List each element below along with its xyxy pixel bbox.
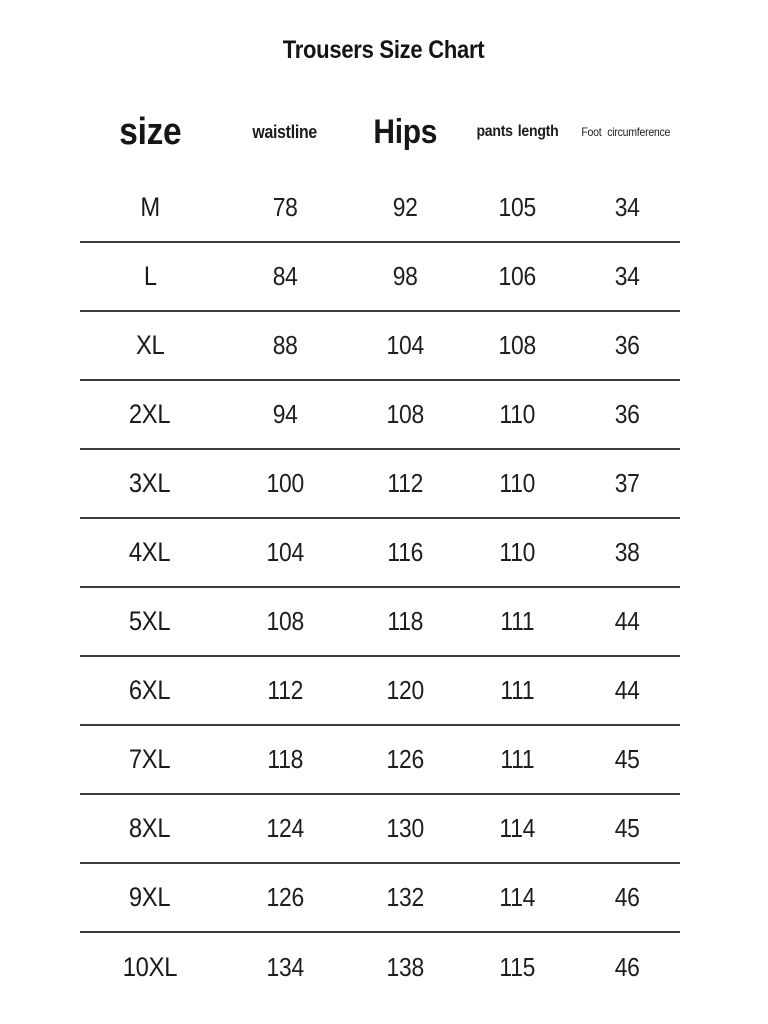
cell-pants-length	[460, 173, 575, 242]
cell-size	[80, 380, 220, 449]
cell-value: 8XL	[129, 813, 171, 843]
cell-waistline	[220, 380, 350, 449]
cell-value: 78	[272, 191, 298, 222]
cell-pants-length	[460, 380, 575, 449]
cell-size	[80, 725, 220, 794]
cell-value: 110	[499, 537, 536, 567]
cell-foot-circumference	[575, 932, 680, 1001]
cell-hips	[350, 518, 460, 587]
column-header-pants-length-line2: length	[517, 122, 559, 140]
cell-value: 84	[272, 261, 298, 291]
cell-hips	[350, 932, 460, 1001]
cell-value: M	[140, 191, 160, 222]
cell-waistline	[220, 932, 350, 1001]
column-header-waistline	[220, 91, 350, 173]
cell-value: 44	[615, 675, 640, 705]
cell-value: 104	[386, 330, 424, 360]
column-header-pants-length	[460, 91, 575, 173]
table-row	[80, 173, 680, 242]
cell-value: 46	[615, 882, 640, 912]
cell-hips	[350, 449, 460, 518]
column-header-foot-circumference	[575, 91, 680, 173]
cell-size	[80, 173, 220, 242]
page-title	[0, 0, 768, 65]
cell-hips	[350, 794, 460, 863]
cell-foot-circumference	[575, 173, 680, 242]
table-row	[80, 863, 680, 932]
cell-foot-circumference	[575, 587, 680, 656]
cell-value: 112	[267, 675, 303, 705]
cell-value: 114	[499, 882, 536, 912]
column-header-pants-length-line1: pants	[476, 122, 513, 140]
cell-value: 126	[266, 882, 304, 912]
cell-value: 138	[386, 951, 424, 982]
cell-value: 120	[386, 675, 424, 705]
table-row	[80, 656, 680, 725]
page-title-text: Trousers Size Chart	[283, 36, 485, 64]
cell-value: 88	[272, 330, 298, 360]
cell-size	[80, 449, 220, 518]
column-header-hips	[350, 91, 460, 173]
cell-size	[80, 242, 220, 311]
cell-size	[80, 311, 220, 380]
cell-foot-circumference	[575, 311, 680, 380]
cell-value: 44	[615, 606, 640, 636]
column-header-hips-label: Hips	[373, 112, 437, 151]
cell-pants-length	[460, 794, 575, 863]
cell-foot-circumference	[575, 863, 680, 932]
cell-pants-length	[460, 311, 575, 380]
cell-value: 94	[272, 399, 298, 429]
cell-foot-circumference	[575, 449, 680, 518]
cell-foot-circumference	[575, 656, 680, 725]
cell-foot-circumference	[575, 380, 680, 449]
cell-pants-length	[460, 932, 575, 1001]
table-row	[80, 587, 680, 656]
cell-value: 7XL	[129, 744, 171, 774]
cell-value: 38	[615, 537, 640, 567]
cell-size	[80, 518, 220, 587]
cell-value: 108	[386, 399, 424, 429]
cell-value: 134	[266, 951, 304, 982]
size-chart-table	[80, 91, 680, 1001]
cell-value: 116	[387, 537, 423, 567]
cell-waistline	[220, 587, 350, 656]
cell-size	[80, 932, 220, 1001]
cell-pants-length	[460, 725, 575, 794]
cell-value: 111	[500, 606, 535, 636]
cell-pants-length	[460, 449, 575, 518]
cell-value: 108	[498, 330, 537, 360]
cell-value: 9XL	[129, 882, 171, 912]
cell-value: 45	[615, 813, 640, 843]
cell-hips	[350, 725, 460, 794]
cell-foot-circumference	[575, 725, 680, 794]
column-header-waistline-label: waistline	[252, 121, 318, 142]
table-row	[80, 725, 680, 794]
cell-waistline	[220, 242, 350, 311]
cell-value: L	[143, 261, 157, 291]
cell-value: 118	[267, 744, 303, 774]
cell-waistline	[220, 725, 350, 794]
table-row	[80, 242, 680, 311]
cell-value: XL	[135, 330, 165, 360]
cell-value: 2XL	[129, 399, 171, 429]
cell-value: 3XL	[129, 468, 171, 498]
cell-hips	[350, 311, 460, 380]
cell-hips	[350, 173, 460, 242]
table-row	[80, 932, 680, 1001]
cell-size	[80, 656, 220, 725]
cell-value: 36	[615, 330, 640, 360]
cell-size	[80, 794, 220, 863]
cell-waistline	[220, 173, 350, 242]
column-header-foot-circumference-line2: circumference	[607, 124, 671, 139]
cell-value: 104	[266, 537, 304, 567]
cell-value: 34	[615, 261, 640, 291]
cell-hips	[350, 242, 460, 311]
cell-value: 106	[498, 261, 537, 291]
cell-value: 46	[615, 951, 640, 982]
cell-waistline	[220, 794, 350, 863]
cell-value: 132	[386, 882, 424, 912]
cell-value: 108	[266, 606, 304, 636]
cell-value: 6XL	[129, 675, 171, 705]
table-row	[80, 794, 680, 863]
cell-hips	[350, 863, 460, 932]
cell-hips	[350, 587, 460, 656]
table-header-row	[80, 91, 680, 173]
column-header-size-label: size	[118, 110, 182, 153]
cell-pants-length	[460, 656, 575, 725]
cell-foot-circumference	[575, 242, 680, 311]
cell-value: 112	[387, 468, 423, 498]
column-header-foot-circumference-line1: Foot	[581, 124, 602, 139]
cell-value: 34	[615, 191, 640, 222]
cell-value: 10XL	[122, 951, 178, 982]
cell-waistline	[220, 311, 350, 380]
cell-value: 110	[499, 468, 536, 498]
cell-hips	[350, 380, 460, 449]
table-row	[80, 518, 680, 587]
cell-foot-circumference	[575, 518, 680, 587]
cell-waistline	[220, 656, 350, 725]
cell-value: 118	[387, 606, 423, 636]
cell-pants-length	[460, 587, 575, 656]
table-row	[80, 449, 680, 518]
cell-value: 130	[386, 813, 424, 843]
cell-foot-circumference	[575, 794, 680, 863]
cell-value: 111	[500, 675, 535, 705]
table-body	[80, 173, 680, 1001]
cell-value: 114	[499, 813, 536, 843]
cell-value: 124	[266, 813, 304, 843]
cell-pants-length	[460, 242, 575, 311]
cell-waistline	[220, 863, 350, 932]
cell-value: 4XL	[129, 537, 171, 567]
cell-hips	[350, 656, 460, 725]
cell-waistline	[220, 518, 350, 587]
cell-value: 115	[499, 951, 536, 982]
column-header-size	[80, 91, 220, 173]
cell-value: 110	[499, 399, 536, 429]
cell-value: 92	[392, 191, 418, 222]
cell-value: 45	[615, 744, 640, 774]
cell-value: 100	[266, 468, 304, 498]
cell-size	[80, 863, 220, 932]
cell-value: 111	[500, 744, 535, 774]
table-row	[80, 311, 680, 380]
cell-value: 36	[615, 399, 640, 429]
table-row	[80, 380, 680, 449]
cell-value: 37	[615, 468, 640, 498]
cell-value: 105	[498, 191, 537, 222]
cell-value: 98	[392, 261, 418, 291]
cell-pants-length	[460, 518, 575, 587]
cell-value: 126	[386, 744, 424, 774]
cell-size	[80, 587, 220, 656]
cell-waistline	[220, 449, 350, 518]
cell-pants-length	[460, 863, 575, 932]
cell-value: 5XL	[129, 606, 171, 636]
